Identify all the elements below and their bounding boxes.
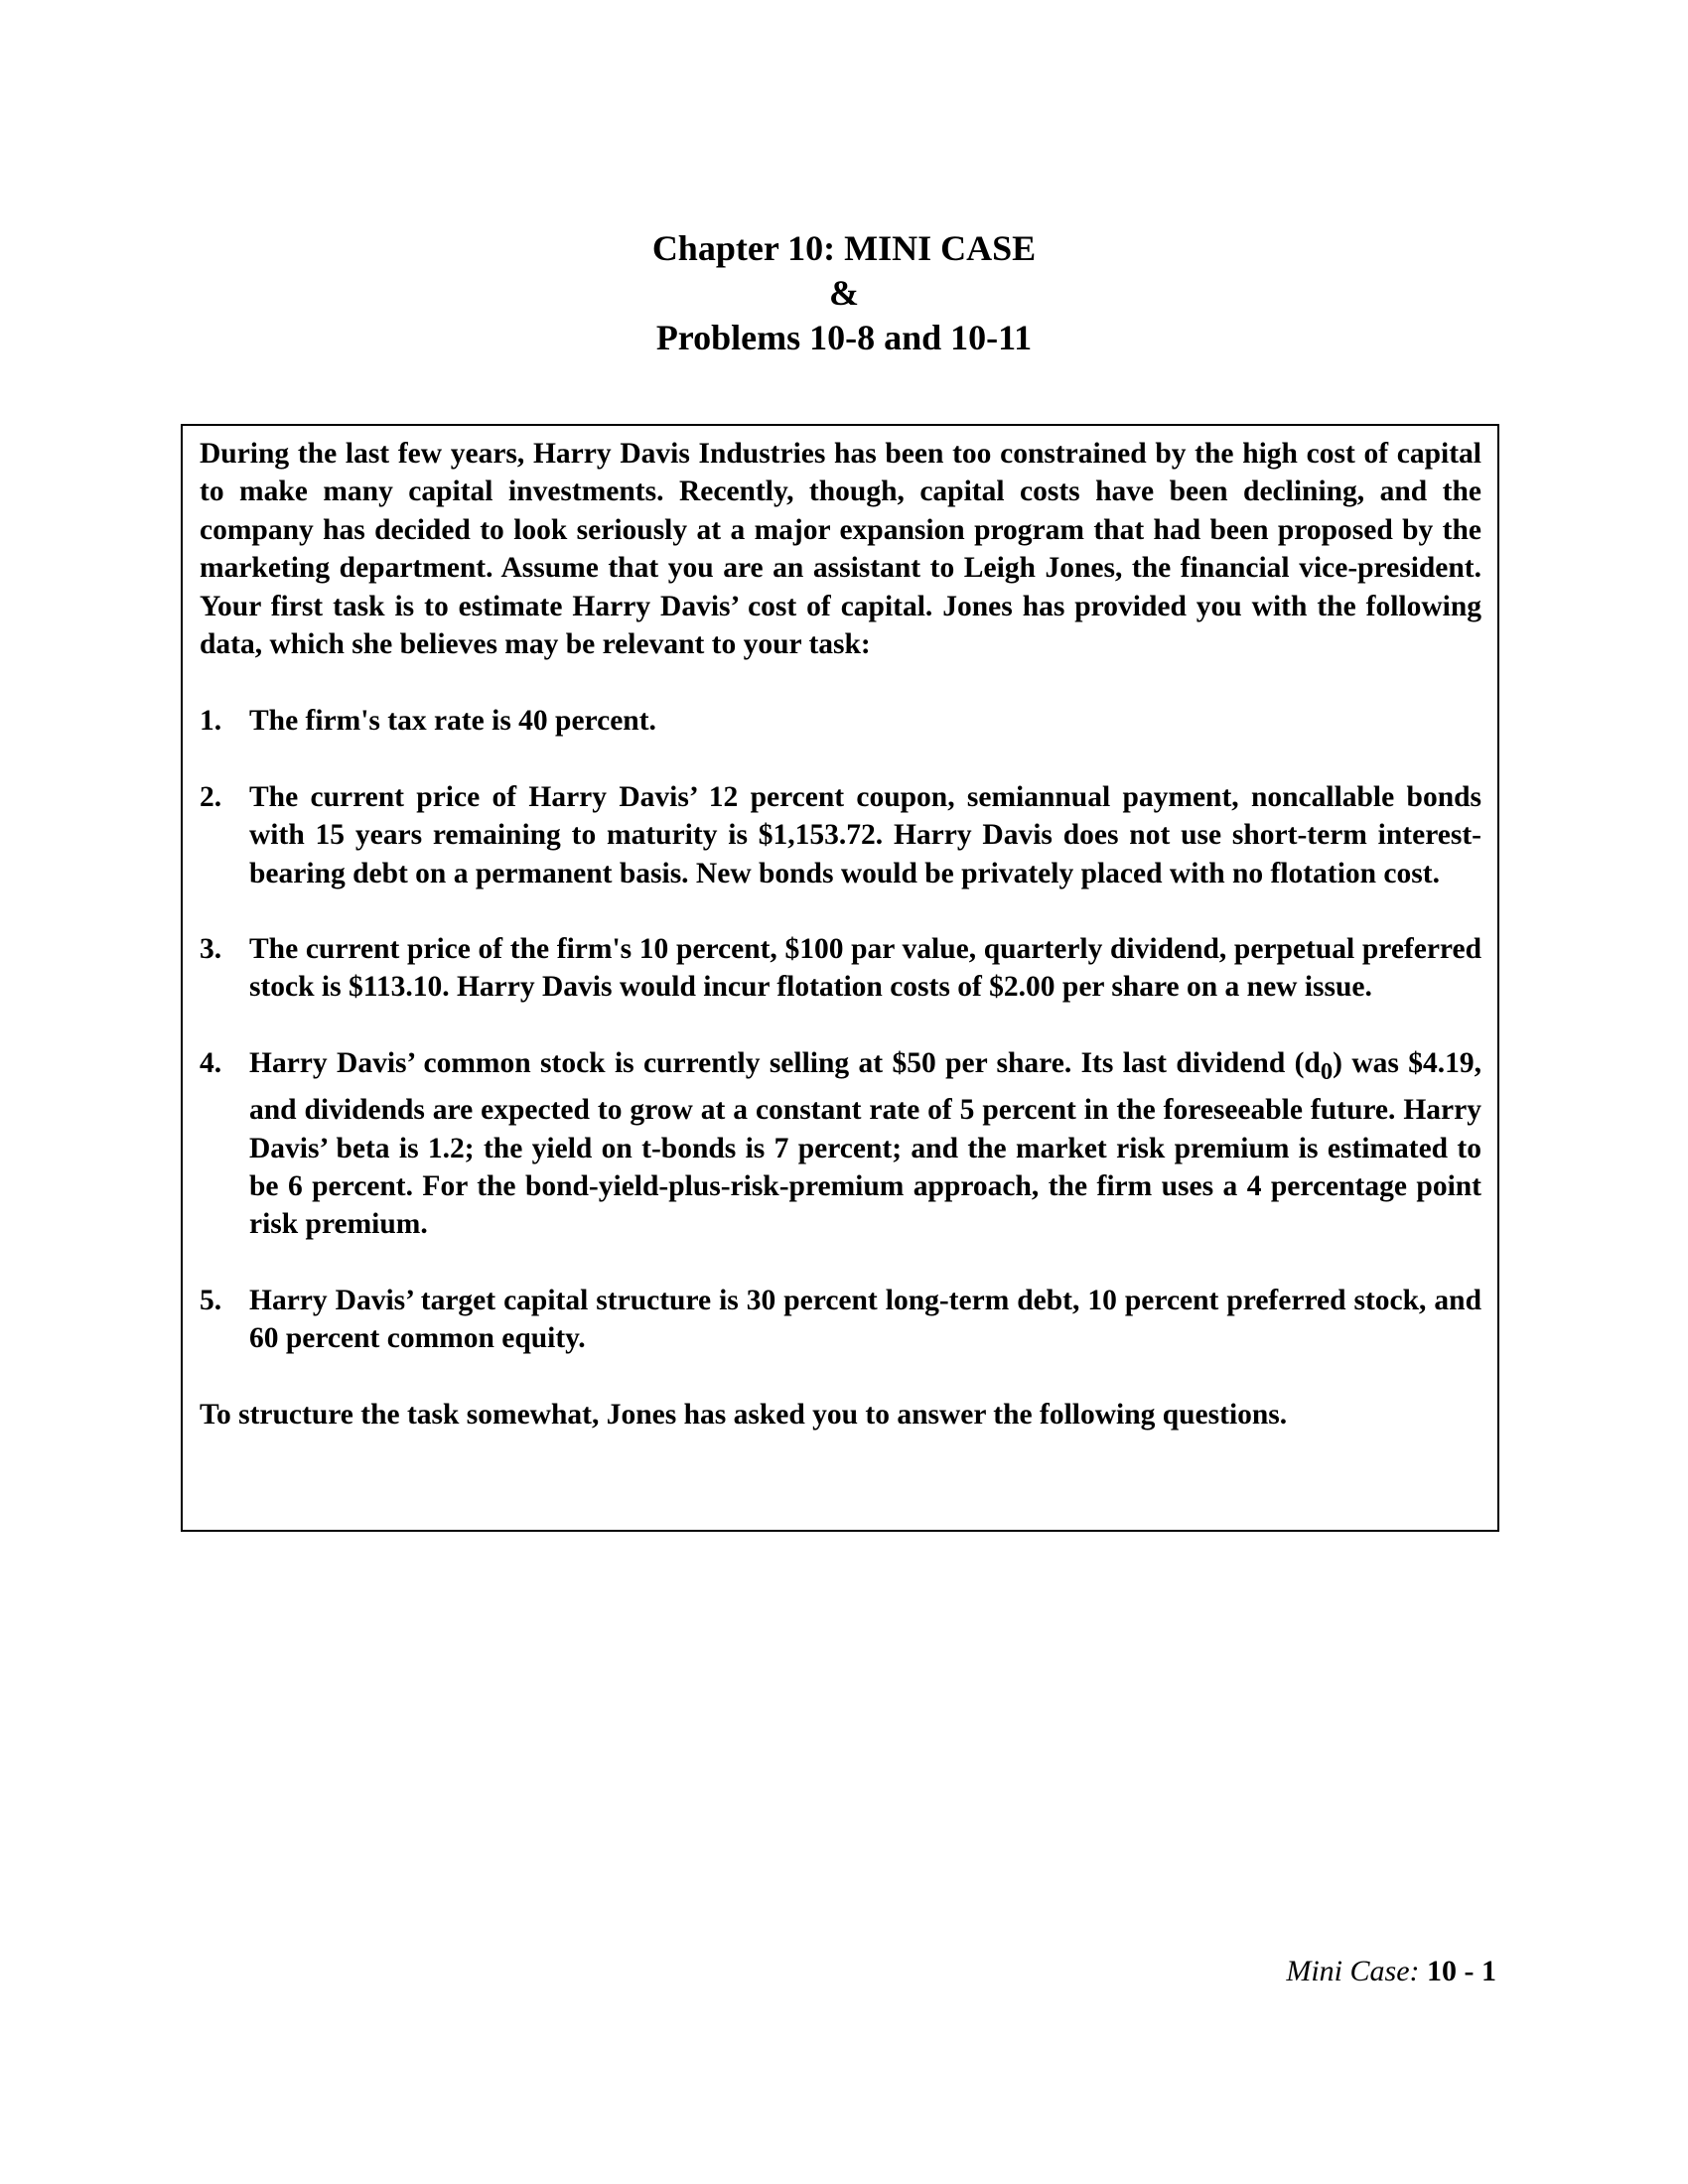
case-intro-paragraph: During the last few years, Harry Davis Industries has been too constrained by the high cost of capital to make many capital investments. Recently, though, capital costs have been declining, and the company has decided to look seriously at a major expansion program that had been proposed by the marketing department. Assume that you are an assistant to Leigh Jones, the financial vice-president. Your first task is to estimate Harry Davis’ cost of capital. Jones has provided you with the following data, which she believes may be relevant to your task: bbox=[200, 438, 1481, 661]
list-item-number: 1. bbox=[200, 705, 222, 738]
item-text-before: Harry Davis’ common stock is currently selling at $50 per share. Its last dividend (d bbox=[249, 1046, 1321, 1079]
dividend-subscript: 0 bbox=[1320, 1057, 1334, 1085]
case-data-list bbox=[200, 702, 1481, 1357]
list-item bbox=[200, 778, 1481, 892]
list-item-number: 4. bbox=[200, 1046, 222, 1079]
list-item bbox=[200, 1282, 1481, 1358]
title-chapter: Chapter 10: MINI CASE bbox=[651, 228, 1037, 268]
item-text-after: ) was $4.19, and dividends are expected to grow at a constant rate of 5 percent in the foreseeable future. Harry Davis’ beta is 1.2; the yield on t-bonds is 7 percent; and the market risk premium is estimated to be 6 percent. For the bond-yield-plus-risk-premium approach, the firm uses a 4 percentage point risk premium. bbox=[249, 1046, 1482, 1241]
page-title bbox=[0, 226, 1688, 360]
title-ampersand: & bbox=[829, 273, 859, 313]
list-item bbox=[200, 1044, 1481, 1244]
list-item-text: Harry Davis’ target capital structure is 30 percent long-term debt, 10 percent preferred stock, and 60 percent common equity. bbox=[249, 1284, 1481, 1355]
list-item-text: The firm's tax rate is 40 percent. bbox=[249, 705, 656, 738]
list-item bbox=[200, 930, 1481, 1007]
title-problems: Problems 10-8 and 10-11 bbox=[655, 318, 1033, 357]
page-footer bbox=[1286, 1953, 1496, 1990]
list-item-text: The current price of the firm's 10 percent, $100 par value, quarterly dividend, perpetual preferred stock is $113.10. Harry Davis would incur flotation costs of $2.00 per share on a new issue. bbox=[249, 933, 1481, 1004]
list-item bbox=[200, 702, 1481, 740]
footer-label: Mini Case: bbox=[1286, 1955, 1420, 1987]
list-item-text: The current price of Harry Davis’ 12 percent coupon, semiannual payment, noncallable bonds with 15 years remaining to maturity is $1,153.72. Harry Davis does not use short-term interest-bearing debt on a permanent basis. New bonds would be privately placed with no flotation cost. bbox=[249, 780, 1481, 889]
list-item-number: 2. bbox=[200, 780, 222, 813]
list-item-number: 5. bbox=[200, 1284, 222, 1316]
case-closing-paragraph: To structure the task somewhat, Jones has asked you to answer the following questions. bbox=[200, 1398, 1288, 1431]
list-item-number: 3. bbox=[200, 933, 222, 966]
page-number: 10 - 1 bbox=[1427, 1955, 1496, 1987]
list-item-text bbox=[249, 1044, 1481, 1244]
mini-case-box bbox=[181, 424, 1499, 1532]
